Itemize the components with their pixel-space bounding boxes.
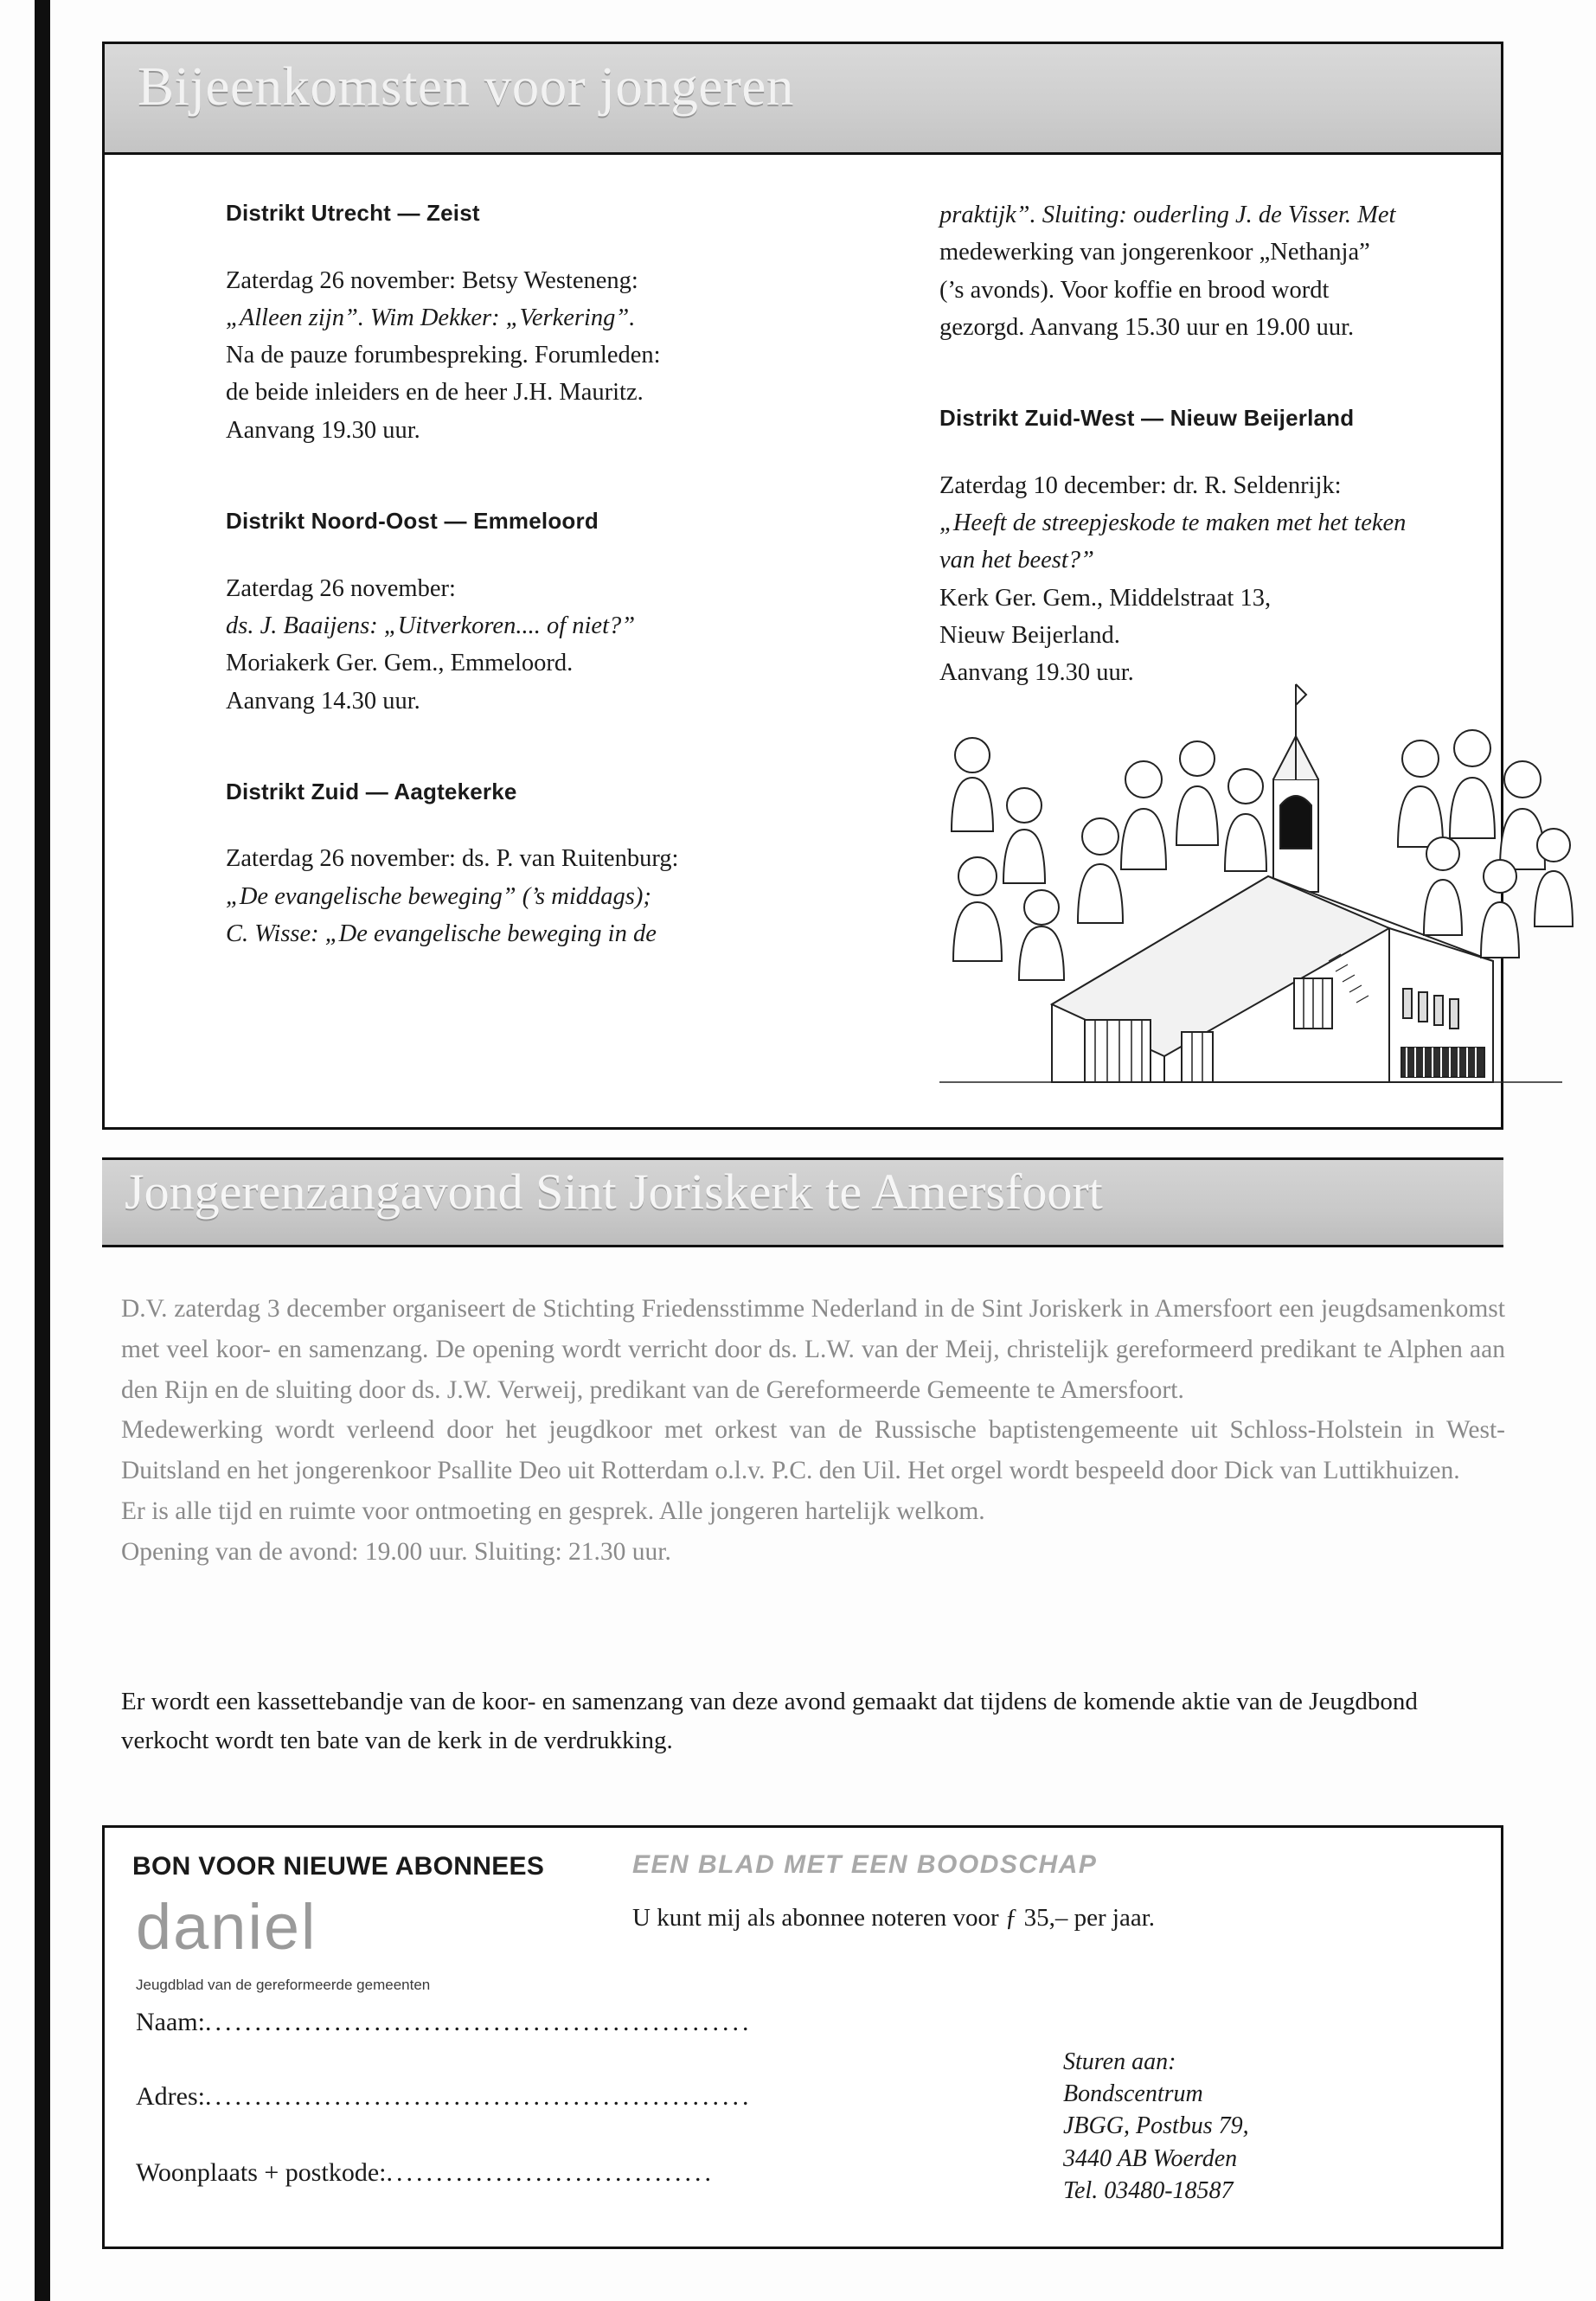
paragraph-4: Opening van de avond: 19.00 uur. Sluiting: 21.30 uur. bbox=[121, 1537, 671, 1566]
paragraph-noord-oost bbox=[226, 570, 831, 720]
bon-title: BON VOOR NIEUWE ABONNEES bbox=[132, 1852, 545, 1881]
field-naam-label: Naam: bbox=[136, 2008, 205, 2036]
field-adres[interactable] bbox=[136, 2082, 752, 2112]
text-line: „Heeft de streepjeskode te maken met het teken bbox=[939, 510, 1407, 537]
section2-banner bbox=[102, 1157, 1503, 1247]
daniel-logo: daniel bbox=[136, 1891, 317, 1963]
section1-left-column bbox=[226, 196, 831, 952]
field-woonplaats-dots: ................................. bbox=[386, 2158, 715, 2187]
paragraph-praktijk-continuation bbox=[939, 196, 1571, 346]
subscription-note: U kunt mij als abonnee noteren voor ƒ 35,– per jaar. bbox=[632, 1904, 1156, 1932]
section1-right-column bbox=[939, 196, 1571, 692]
section1-title: Bijeenkomsten voor jongeren bbox=[138, 56, 794, 117]
section-bon-voor-nieuwe-abonnees bbox=[102, 1825, 1503, 2249]
heading-distrikt-utrecht-zeist: Distrikt Utrecht — Zeist bbox=[226, 200, 480, 226]
return-address-block bbox=[1063, 2046, 1249, 2207]
text-line-italic bbox=[939, 504, 1571, 542]
text-line: Zaterdag 26 november: Betsy Westeneng: bbox=[226, 266, 638, 294]
paragraph-zuid-aagtekerke bbox=[226, 840, 831, 952]
field-woonplaats-postkode[interactable] bbox=[136, 2158, 715, 2188]
text-line: Na de pauze forumbespreking. Forumleden: bbox=[226, 342, 661, 369]
address-line: Bondscentrum bbox=[1063, 2080, 1203, 2108]
daniel-logo-subtitle: Jeugdblad van de gereformeerde gemeenten bbox=[136, 1977, 431, 1993]
text-line: Nieuw Beijerland. bbox=[939, 622, 1120, 650]
section1-banner bbox=[105, 44, 1501, 155]
text-line-italic bbox=[226, 607, 831, 644]
text-line-italic bbox=[226, 299, 831, 336]
text-line: (’s avonds). Voor koffie en brood wordt bbox=[939, 276, 1330, 304]
slogan-text: EEN BLAD MET EEN BOODSCHAP bbox=[632, 1850, 1098, 1879]
field-adres-dots: ....................................................... bbox=[204, 2082, 753, 2111]
text-line: Aanvang 19.30 uur. bbox=[226, 416, 420, 444]
address-line: Tel. 03480-18587 bbox=[1063, 2176, 1234, 2204]
paragraph-2: Medewerking wordt verleend door het jeugdkoor met orkest van de Russische baptistengemeente uit Schloss-Holstein in West-Duitsland en het jongerenkoor Psallite Deo uit Rotterdam o.l.v. P.C. den Uil. Het orgel wordt bespeeld door Dick van Luttikhuizen. bbox=[121, 1416, 1505, 1484]
text-line: „Alleen zijn”. Wim Dekker: „Verkering”. bbox=[226, 304, 636, 331]
heading-distrikt-noord-oost-emmeloord: Distrikt Noord-Oost — Emmeloord bbox=[226, 508, 599, 535]
heading-distrikt-zuid-west-nieuw-beijerland: Distrikt Zuid-West — Nieuw Beijerland bbox=[939, 405, 1355, 432]
section-bijeenkomsten bbox=[102, 42, 1503, 1130]
text-line: ds. J. Baaijens: „Uitverkoren.... of niet?” bbox=[226, 612, 636, 639]
text-line: „De evangelische beweging” (’s middags); bbox=[226, 882, 651, 910]
text-line: Moriakerk Ger. Gem., Emmeloord. bbox=[226, 650, 574, 677]
text-line: praktijk”. Sluiting: ouderling J. de Visser. Met bbox=[939, 202, 1396, 228]
text-line-italic bbox=[226, 915, 831, 952]
church-with-crowd-illustration bbox=[922, 676, 1580, 1108]
field-woonplaats-label: Woonplaats + postkode: bbox=[136, 2158, 387, 2187]
text-line: gezorgd. Aanvang 15.30 uur en 19.00 uur. bbox=[939, 313, 1355, 341]
text-line: Zaterdag 26 november: ds. P. van Ruitenburg: bbox=[226, 845, 679, 873]
section2-body bbox=[121, 1289, 1505, 1572]
text-line-italic bbox=[939, 196, 1571, 234]
text-line: Zaterdag 10 december: dr. R. Seldenrijk: bbox=[939, 471, 1342, 499]
left-margin-bleed-bar-lower bbox=[35, 1228, 50, 2301]
text-line-italic bbox=[939, 542, 1571, 579]
section-jongerenzangavond bbox=[0, 1157, 1596, 1270]
text-line: van het beest?” bbox=[939, 547, 1094, 574]
section2-title: Jongerenzangavond Sint Joriskerk te Amersfoort bbox=[125, 1163, 1103, 1220]
text-line: Kerk Ger. Gem., Middelstraat 13, bbox=[939, 584, 1272, 612]
address-line: JBGG, Postbus 79, bbox=[1063, 2112, 1249, 2140]
section2-tail-paragraph: Er wordt een kassettebandje van de koor- en samenzang van deze avond gemaakt dat tijdens de komende aktie van de Jeugdbond verkocht wordt ten bate van de kerk in de verdrukking. bbox=[121, 1688, 1418, 1754]
field-naam[interactable] bbox=[136, 2008, 752, 2037]
field-adres-label: Adres: bbox=[136, 2082, 205, 2111]
text-line-italic bbox=[226, 878, 831, 915]
address-line: Sturen aan: bbox=[1063, 2048, 1176, 2075]
text-line: C. Wisse: „De evangelische beweging in de bbox=[226, 920, 657, 947]
address-line: 3440 AB Woerden bbox=[1063, 2144, 1238, 2172]
paragraph-zuid-west bbox=[939, 467, 1571, 692]
paragraph-utrecht-zeist bbox=[226, 262, 831, 450]
text-line: Aanvang 19.30 uur. bbox=[939, 659, 1134, 687]
text-line: Zaterdag 26 november: bbox=[226, 574, 456, 602]
paragraph-1: D.V. zaterdag 3 december organiseert de Stichting Friedensstimme Nederland in de Sint Joriskerk in Amersfoort een jeugdsamenkomst met veel koor- en samenzang. De opening wordt verricht door ds. L.W. van der Meij, christelijk gereformeerd predikant te Alphen aan den Rijn en de sluiting door ds. J.W. Verweij, predikant van de Gereformeerde Gemeente te Amersfoort. bbox=[121, 1295, 1505, 1404]
text-line: Aanvang 14.30 uur. bbox=[226, 687, 420, 715]
text-line: de beide inleiders en de heer J.H. Mauritz. bbox=[226, 379, 644, 407]
field-naam-dots: ....................................................... bbox=[204, 2008, 753, 2036]
text-line: medewerking van jongerenkoor „Nethanja” bbox=[939, 239, 1370, 266]
heading-distrikt-zuid-aagtekerke: Distrikt Zuid — Aagtekerke bbox=[226, 778, 517, 804]
paragraph-3: Er is alle tijd en ruimte voor ontmoeting en gesprek. Alle jongeren hartelijk welkom. bbox=[121, 1497, 985, 1525]
